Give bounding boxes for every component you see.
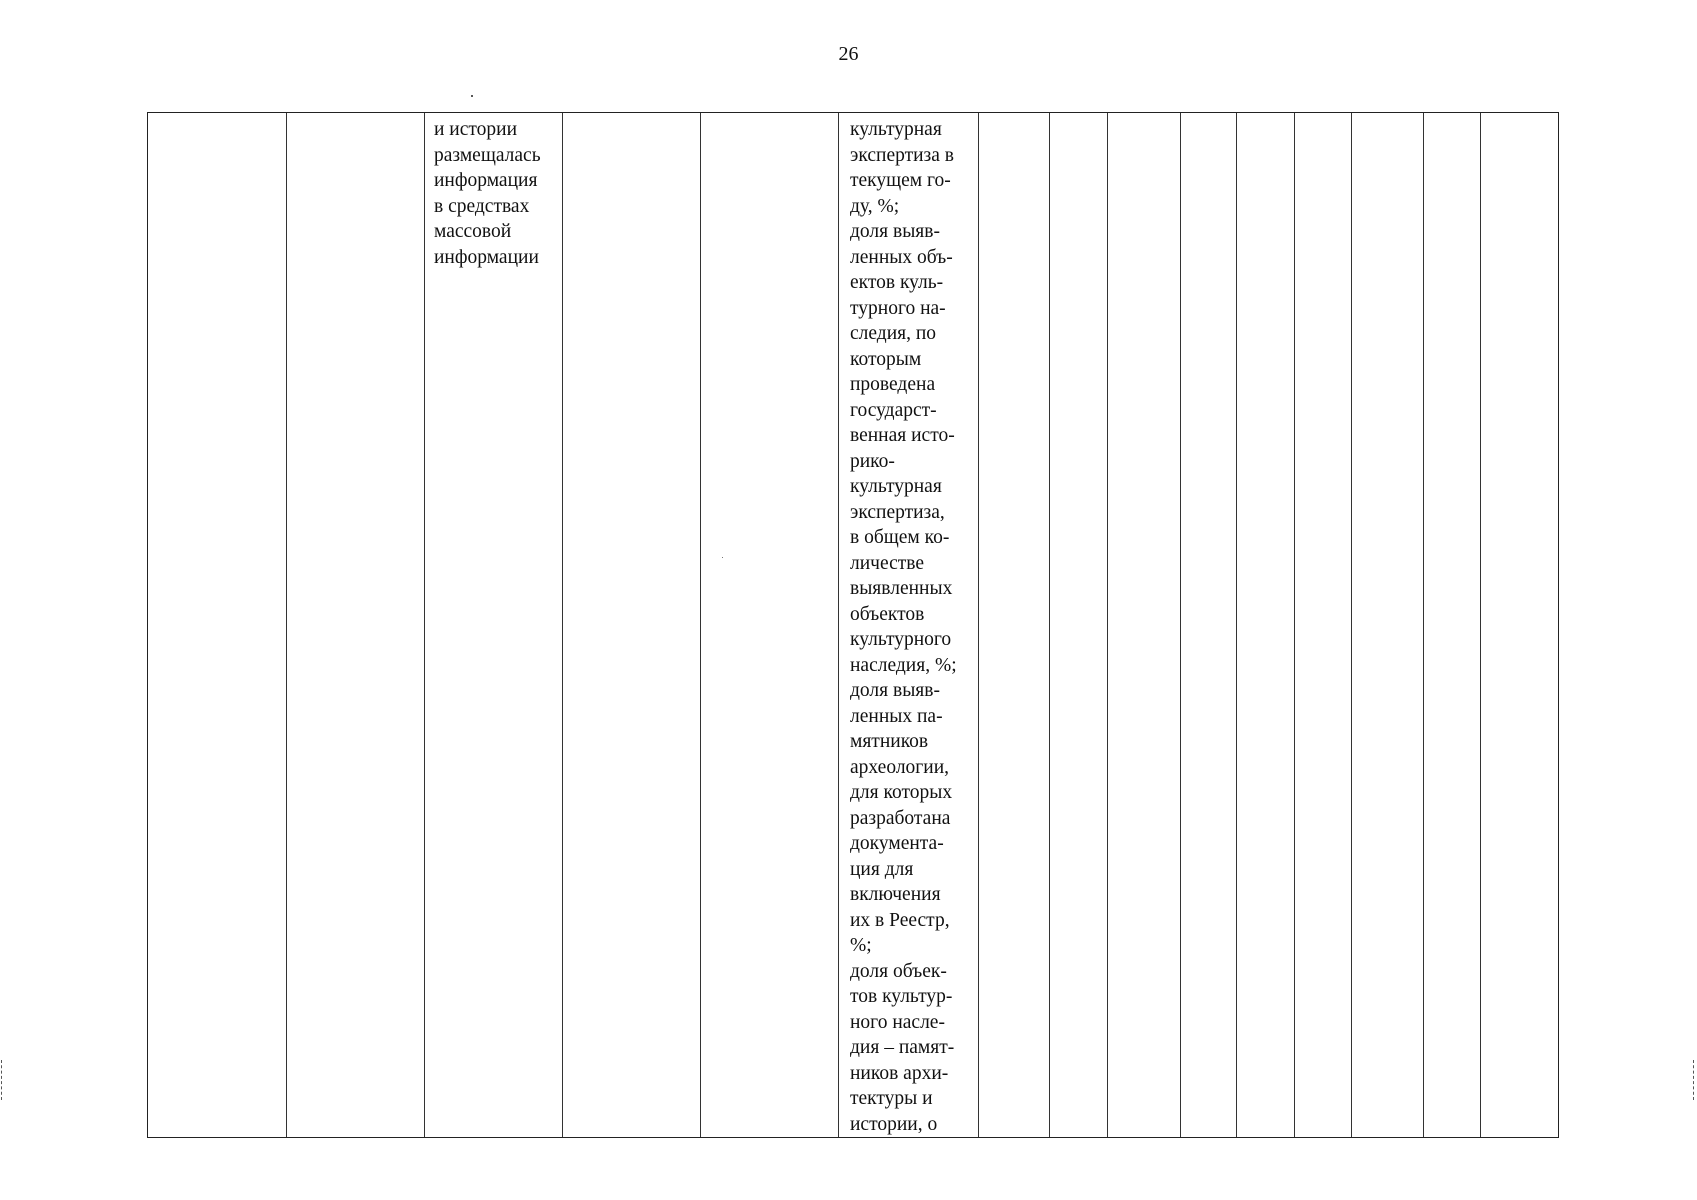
cell-text-line: ектов куль- bbox=[850, 272, 944, 293]
cell-text-line: %; bbox=[850, 935, 872, 956]
scan-speck bbox=[471, 95, 473, 97]
cell-text-line: культурная bbox=[850, 119, 942, 140]
cell-text-line: рико- bbox=[850, 450, 895, 472]
cell-text-line: ция для bbox=[850, 858, 914, 880]
cell-text-line: тов культур- bbox=[850, 986, 953, 1007]
cell-text-line: культурная bbox=[850, 476, 942, 497]
cell-text-line: их в Реестр, bbox=[850, 909, 950, 931]
column-divider-14 bbox=[1480, 113, 1481, 1137]
cell-text-line: для которых bbox=[850, 782, 953, 803]
cell-text-line: истории, о bbox=[850, 1113, 938, 1135]
column-divider-4 bbox=[700, 113, 701, 1137]
cell-text-line: разработана bbox=[850, 807, 951, 829]
scan-edge-mark-right bbox=[1693, 1060, 1697, 1100]
cell-text-line: доля выяв- bbox=[850, 221, 940, 242]
cell-text-line: в общем ко- bbox=[850, 527, 950, 548]
cell-text-line: объектов bbox=[850, 603, 925, 625]
column-divider-2 bbox=[424, 113, 425, 1137]
cell-text-line: ленных объ- bbox=[850, 246, 953, 268]
cell-text-line: ников архи- bbox=[850, 1062, 949, 1084]
cell-text-line: информации bbox=[434, 246, 539, 268]
cell-text-line: тектуры и bbox=[850, 1088, 933, 1109]
table-cell-measure-description bbox=[434, 117, 541, 270]
cell-text-line: информация bbox=[434, 170, 538, 191]
column-divider-3 bbox=[562, 113, 563, 1137]
cell-text-line: личестве bbox=[850, 552, 925, 574]
cell-text-line: в средствах bbox=[434, 195, 530, 217]
column-divider-6 bbox=[978, 113, 979, 1137]
column-divider-10 bbox=[1236, 113, 1237, 1137]
column-divider-9 bbox=[1180, 113, 1181, 1137]
table-cell-indicators bbox=[850, 117, 957, 1137]
cell-text-line: археологии, bbox=[850, 756, 950, 778]
cell-text-line: массовой bbox=[434, 221, 512, 242]
column-divider-12 bbox=[1351, 113, 1352, 1137]
cell-text-line: дия – памят- bbox=[850, 1037, 955, 1058]
cell-text-line: проведена bbox=[850, 374, 936, 395]
cell-text-line: доля объек- bbox=[850, 960, 947, 982]
cell-text-line: текущем го- bbox=[850, 170, 951, 191]
cell-text-line: ленных па- bbox=[850, 705, 943, 727]
cell-text-line: наследия, %; bbox=[850, 654, 957, 676]
cell-text-line: турного на- bbox=[850, 297, 946, 319]
cell-text-line: документа- bbox=[850, 833, 944, 854]
scan-edge-mark-left bbox=[1, 1060, 5, 1100]
cell-text-line: включения bbox=[850, 884, 941, 905]
cell-text-line: государст- bbox=[850, 399, 937, 421]
column-divider-5 bbox=[838, 113, 839, 1137]
cell-text-line: ду, %; bbox=[850, 195, 900, 217]
column-divider-13 bbox=[1423, 113, 1424, 1137]
column-divider-7 bbox=[1049, 113, 1050, 1137]
cell-text-line: мятников bbox=[850, 731, 929, 752]
cell-text-line: венная исто- bbox=[850, 425, 955, 446]
cell-text-line: следия, по bbox=[850, 323, 937, 344]
data-table bbox=[147, 112, 1559, 1138]
cell-text-line: выявленных bbox=[850, 578, 953, 599]
column-divider-8 bbox=[1107, 113, 1108, 1137]
cell-text-line: экспертиза в bbox=[850, 144, 954, 166]
column-divider-11 bbox=[1294, 113, 1295, 1137]
cell-text-line: доля выяв- bbox=[850, 680, 940, 701]
page-number: 26 bbox=[838, 43, 859, 65]
cell-text-line: ного насле- bbox=[850, 1011, 945, 1033]
cell-text-line: размещалась bbox=[434, 144, 541, 166]
cell-text-line: которым bbox=[850, 348, 922, 370]
cell-text-line: культурного bbox=[850, 629, 952, 650]
cell-text-line: и истории bbox=[434, 119, 518, 140]
column-divider-1 bbox=[286, 113, 287, 1137]
cell-text-line: экспертиза, bbox=[850, 501, 945, 523]
